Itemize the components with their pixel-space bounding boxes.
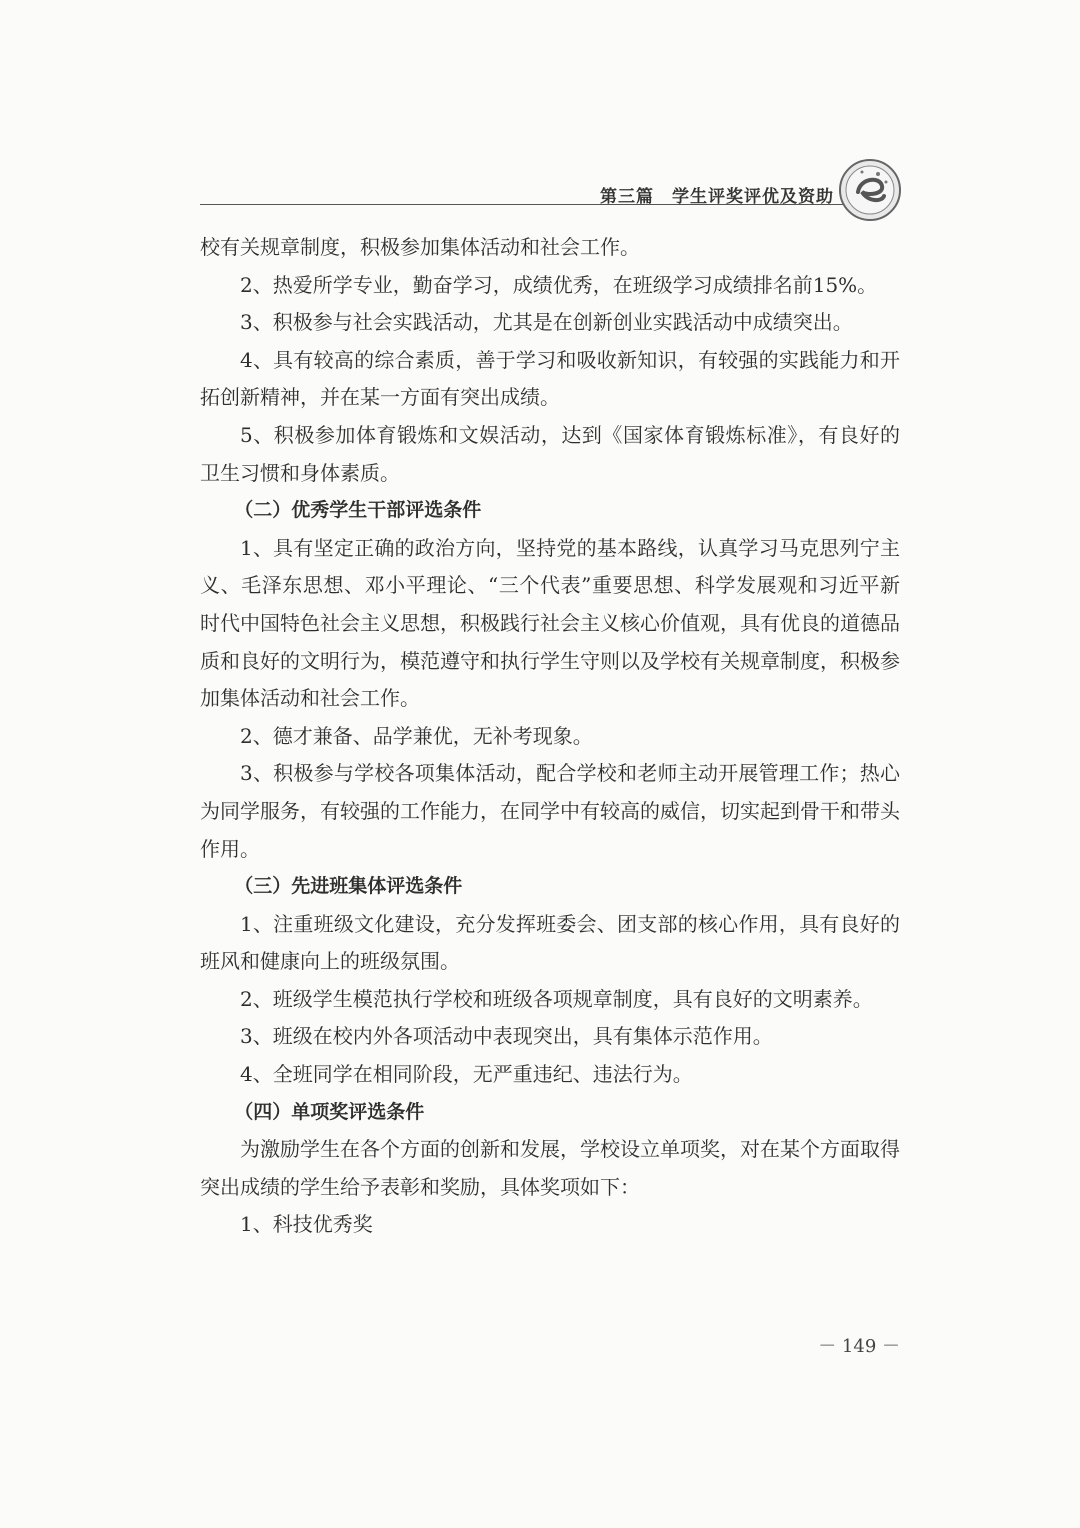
school-emblem-icon bbox=[838, 158, 902, 222]
paragraph: 为激励学生在各个方面的创新和发展，学校设立单项奖，对在某个方面取得突出成绩的学生给予表彰和奖励，具体奖项如下： bbox=[200, 1137, 900, 1199]
paragraph: 1、科技优秀奖 bbox=[240, 1212, 373, 1237]
paragraph: 4、全班同学在相同阶段，无严重违纪、违法行为。 bbox=[240, 1062, 693, 1087]
paragraph: 3、积极参与学校各项集体活动，配合学校和老师主动开展管理工作；热心为同学服务，有较强的工作能力，在同学中有较高的威信，切实起到骨干和带头作用。 bbox=[200, 761, 900, 861]
section-heading: （四）单项奖评选条件 bbox=[234, 1100, 425, 1123]
chapter-title: 第三篇 学生评奖评优及资助 bbox=[600, 187, 834, 207]
paragraph: 3、积极参与社会实践活动，尤其是在创新创业实践活动中成绩突出。 bbox=[240, 310, 853, 335]
paragraph: 5、积极参加体育锻炼和文娱活动，达到《国家体育锻炼标准》，有良好的卫生习惯和身体素质。 bbox=[200, 422, 900, 485]
paragraph: 2、德才兼备、品学兼优，无补考现象。 bbox=[240, 723, 593, 748]
section-heading: （二）优秀学生干部评选条件 bbox=[234, 499, 482, 522]
paragraph: 3、班级在校内外各项活动中表现突出，具有集体示范作用。 bbox=[240, 1024, 773, 1049]
paragraph: 校有关规章制度，积极参加集体活动和社会工作。 bbox=[200, 235, 640, 259]
paragraph: 4、具有较高的综合素质，善于学习和吸收新知识，有较强的实践能力和开拓创新精神，并在某一方面有突出成绩。 bbox=[200, 347, 900, 410]
page-number: － 149 － bbox=[818, 1336, 900, 1357]
header-rule bbox=[200, 204, 848, 205]
page-header bbox=[200, 168, 900, 208]
page-body bbox=[200, 229, 900, 1244]
paragraph: 1、具有坚定正确的政治方向，坚持党的基本路线，认真学习马克思列宁主义、毛泽东思想、邓小平理论、“三个代表”重要思想、科学发展观和习近平新时代中国特色社会主义思想，积极践行社会主义核心价值观，具有优良的道德品质和良好的文明行为，模范遵守和执行学生守则以及学校有关规章制度，积极参加集体活动和社会工作。 bbox=[200, 535, 900, 711]
paragraph: 1、注重班级文化建设，充分发挥班委会、团支部的核心作用，具有良好的班风和健康向上的班级氛围。 bbox=[200, 911, 900, 974]
section-heading: （三）先进班集体评选条件 bbox=[234, 875, 463, 898]
paragraph: 2、班级学生模范执行学校和班级各项规章制度，具有良好的文明素养。 bbox=[240, 986, 873, 1011]
paragraph: 2、热爱所学专业，勤奋学习，成绩优秀，在班级学习成绩排名前15%。 bbox=[240, 272, 878, 297]
